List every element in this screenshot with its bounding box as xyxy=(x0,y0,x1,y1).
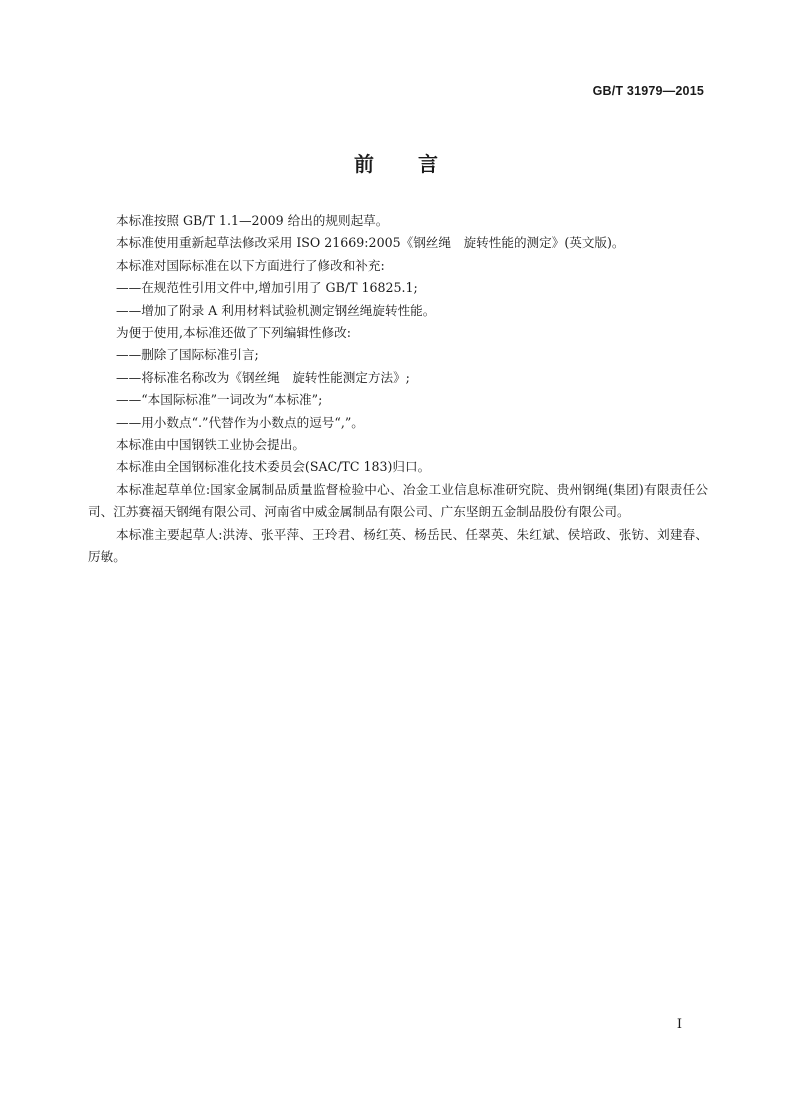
paragraph-8: 本标准主要起草人:洪涛、张平萍、王玲君、杨红英、杨岳民、任翠英、朱红斌、侯培政、张钫、刘建春、厉敏。 xyxy=(88,526,708,565)
list-item-5: ——“本国际标准”一词改为“本标准”; xyxy=(116,392,323,408)
paragraph-1: 本标准按照 GB/T 1.1—2009 给出的规则起草。 xyxy=(116,213,389,228)
paragraph-3: 本标准对国际标准在以下方面进行了修改和补充: xyxy=(116,257,385,273)
list-item-1: ——在规范性引用文件中,增加引用了 GB/T 16825.1; xyxy=(116,280,418,296)
document-body xyxy=(88,210,708,569)
page-number: I xyxy=(676,1017,682,1032)
paragraph-4: 为便于使用,本标准还做了下列编辑性修改: xyxy=(116,325,351,341)
paragraph-5: 本标准由中国钢铁工业协会提出。 xyxy=(116,437,305,453)
paragraph-6: 本标准由全国钢标准化技术委员会(SAC/TC 183)归口。 xyxy=(116,459,431,475)
paragraph-7: 本标准起草单位:国家金属制品质量监督检验中心、冶金工业信息标准研究院、贵州钢绳(集团)有限责任公司、江苏赛福天钢绳有限公司、河南省中威金属制品有限公司、广东坚朗五金制品股份有限公司。 xyxy=(88,481,708,520)
list-item-6: ——用小数点“.”代替作为小数点的逗号“,”。 xyxy=(116,414,364,430)
paragraph-2: 本标准使用重新起草法修改采用 ISO 21669:2005《钢丝绳 旋转性能的测定》(英文版)。 xyxy=(116,235,625,251)
list-item-3: ——删除了国际标准引言; xyxy=(116,347,259,363)
list-item-4: ——将标准名称改为《钢丝绳 旋转性能测定方法》; xyxy=(116,369,410,385)
standard-code: GB/T 31979—2015 xyxy=(592,84,704,98)
list-item-2: ——增加了附录 A 利用材料试验机测定钢丝绳旋转性能。 xyxy=(116,302,436,318)
page-title: 前言 xyxy=(354,152,482,176)
